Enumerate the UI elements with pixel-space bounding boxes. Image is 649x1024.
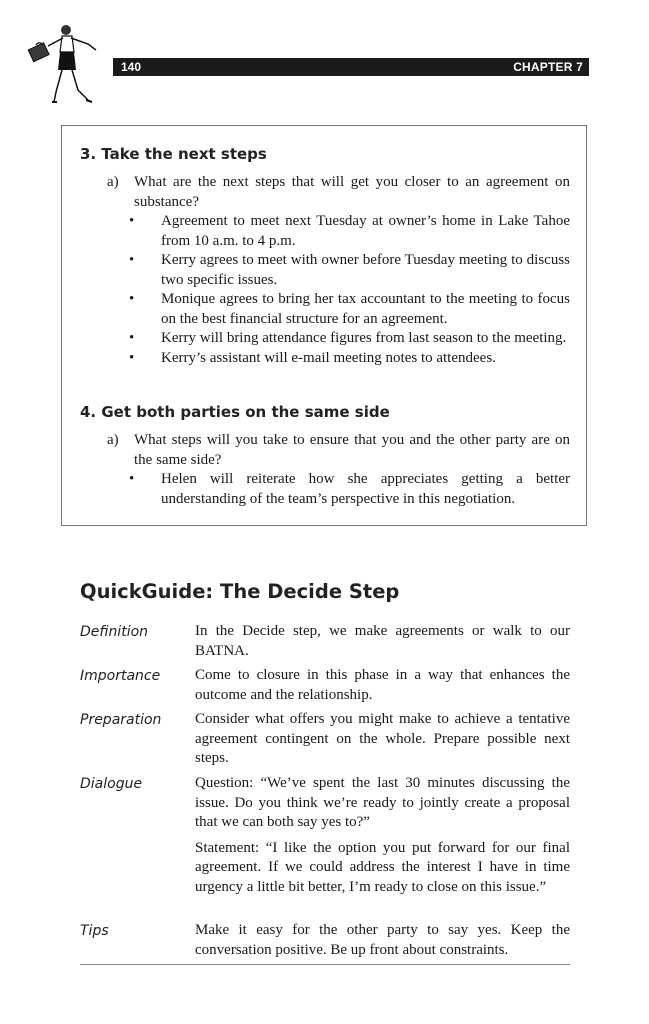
section-4-question [107, 431, 570, 470]
list-item: • Kerry will bring attendance figures from last season to the meeting. [129, 330, 567, 346]
quickguide-title: QuickGuide: The Decide Step [80, 580, 400, 603]
question-text: What are the next steps that will get you closer to an agreement on substance? [134, 174, 570, 210]
row-term: Dialogue [80, 776, 143, 792]
row-text: Consider what offers you might make to achieve a tentative agreement contingent on the whole. Prepare possible next steps. [195, 711, 570, 766]
row-term: Tips [80, 923, 109, 939]
question-label: a) [107, 432, 119, 448]
question-text: What steps will you take to ensure that you and the other party are on the same side? [134, 432, 570, 468]
row-term: Preparation [80, 712, 162, 728]
row-text: Make it easy for the other party to say yes. Keep the conversation positive. Be up front about constraints. [195, 922, 570, 958]
section-4-bullets [126, 470, 570, 509]
businesswoman-icon [26, 20, 114, 108]
list-item: • Agreement to meet next Tuesday at owner’s home in Lake Tahoe from 10 a.m. to 4 p.m. [129, 213, 570, 249]
list-item: • Kerry’s assistant will e-mail meeting notes to attendees. [129, 349, 496, 366]
row-term: Definition [80, 624, 149, 640]
list-item: • Monique agrees to bring her tax accountant to the meeting to focus on the best financial structure for an agreement. [129, 291, 570, 327]
section-3-heading: 3. Take the next steps [80, 145, 267, 163]
running-header [113, 58, 589, 76]
list-item: • Helen will reiterate how she appreciates getting a better understanding of the team’s perspective in this negotiation. [129, 471, 570, 507]
row-text: Question: “We’ve spent the last 30 minutes discussing the issue. Do you think we’re ready to jointly create a proposal that we can both say yes to?” Statement: “I like the option you put forward for our final agreement. If we could address the interest I have in time urgency a little bit better, I’m ready to close on this issue.” [195, 775, 570, 895]
page-number: 140 [121, 60, 142, 74]
row-text: Come to closure in this phase in a way that enhances the outcome and the relationship. [195, 667, 570, 703]
row-term: Importance [80, 668, 161, 684]
question-label: a) [107, 174, 119, 190]
section-4-heading: 4. Get both parties on the same side [80, 403, 390, 421]
bottom-rule [80, 964, 570, 965]
section-3-question [107, 173, 570, 212]
list-item: • Kerry agrees to meet with owner before Tuesday meeting to discuss two specific issues. [129, 252, 570, 288]
row-text: In the Decide step, we make agreements or walk to our BATNA. [195, 623, 570, 659]
section-3-bullets [126, 212, 570, 368]
chapter-label: CHAPTER 7 [513, 60, 583, 74]
